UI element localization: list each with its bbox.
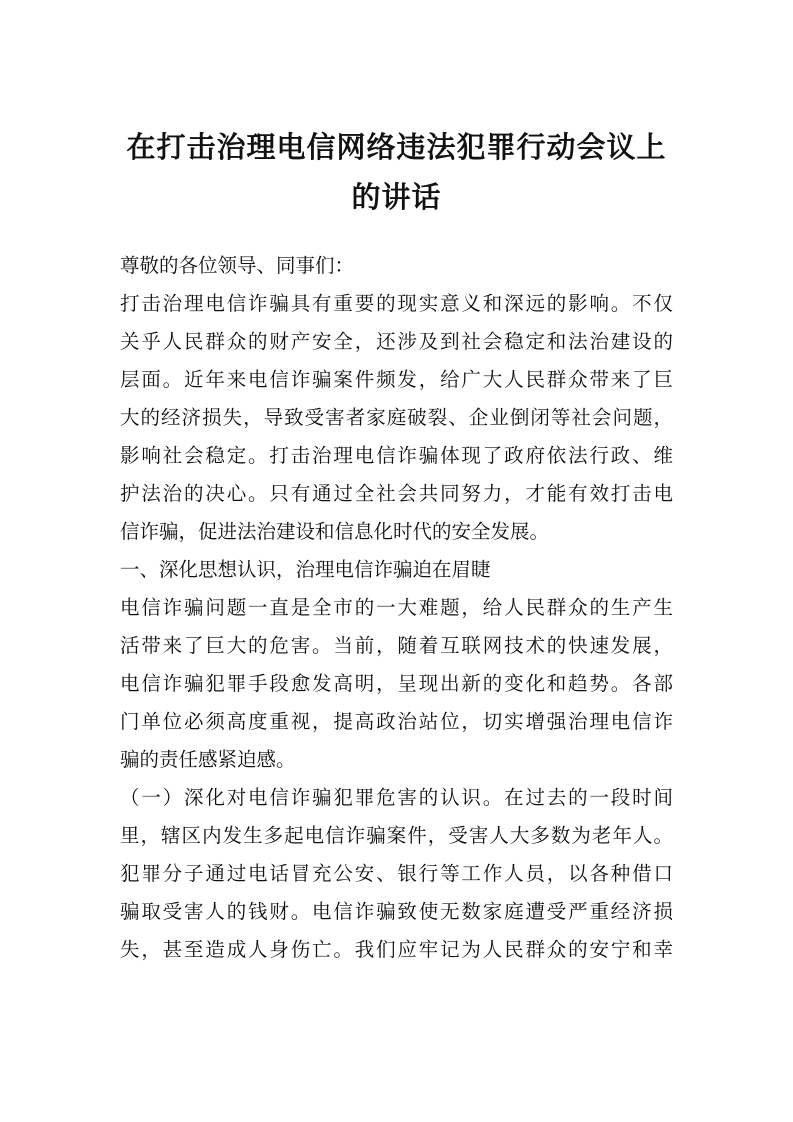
body-line: 打击治理电信诈骗具有重要的现实意义和深远的影响。不仅 — [120, 292, 673, 315]
document-title-line-1: 在打击治理电信网络违法犯罪行动会议上 — [126, 130, 667, 164]
section-heading: 一、深化思想认识，治理电信诈骗迫在眉睫 — [120, 558, 491, 581]
subsection-line: （一）深化对电信诈骗犯罪危害的认识。在过去的一段时间 — [120, 786, 673, 809]
document-title-line-2: 的讲话 — [351, 180, 442, 214]
document-body — [120, 247, 673, 969]
body-line: 门单位必须高度重视，提高政治站位，切实增强治理电信诈 — [120, 710, 673, 733]
body-line: 骗取受害人的钱财。电信诈骗致使无数家庭遭受严重经济损 — [120, 900, 673, 923]
body-line: 里，辖区内发生多起电信诈骗案件，受害人大多数为老年人。 — [120, 824, 673, 847]
body-line: 犯罪分子通过电话冒充公安、银行等工作人员，以各种借口 — [120, 862, 673, 885]
salutation: 尊敬的各位领导、同事们： — [120, 254, 355, 277]
body-line: 层面。近年来电信诈骗案件频发，给广大人民群众带来了巨 — [120, 368, 673, 391]
body-line: 电信诈骗问题一直是全市的一大难题，给人民群众的生产生 — [120, 596, 673, 619]
body-line: 电信诈骗犯罪手段愈发高明，呈现出新的变化和趋势。各部 — [120, 672, 673, 695]
body-line: 影响社会稳定。打击治理电信诈骗体现了政府依法行政、维 — [120, 444, 673, 467]
body-line: 活带来了巨大的危害。当前，随着互联网技术的快速发展， — [120, 634, 673, 657]
body-line: 骗的责任感紧迫感。 — [120, 748, 296, 771]
body-line: 护法治的决心。只有通过全社会共同努力，才能有效打击电 — [120, 482, 673, 505]
body-line: 大的经济损失，导致受害者家庭破裂、企业倒闭等社会问题， — [120, 406, 673, 429]
body-line: 信诈骗，促进法治建设和信息化时代的安全发展。 — [120, 520, 550, 543]
body-line: 失，甚至造成人身伤亡。我们应牢记为人民群众的安宁和幸 — [120, 938, 673, 961]
body-line: 关乎人民群众的财产安全，还涉及到社会稳定和法治建设的 — [120, 330, 673, 353]
